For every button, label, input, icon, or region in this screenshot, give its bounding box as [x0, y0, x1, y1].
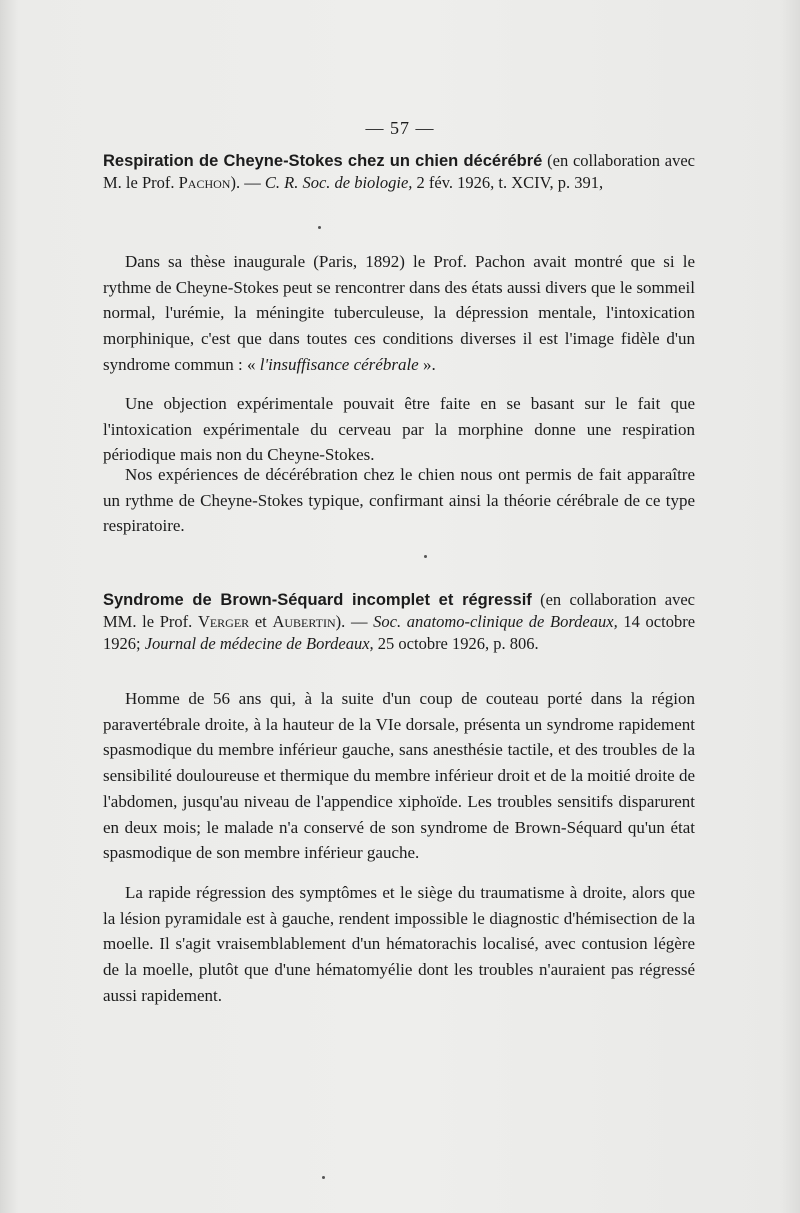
entry-1-quote-close: ».: [418, 354, 436, 374]
entry-2-and: et: [254, 612, 267, 631]
entry-2-collab-suffix: ).: [335, 612, 346, 631]
entry-1-quote-text: l'insuffisance cérébrale: [259, 354, 419, 374]
entry-2-date-2: 25 octobre 1926, p. 806.: [377, 634, 539, 653]
entry-1-collab-prefix: (en collaboration avec M. le Prof.: [103, 151, 696, 192]
entry-2-sep: —: [350, 612, 368, 631]
entry-2-source-1: Soc. anatomo-clinique de Bordeaux,: [373, 612, 618, 631]
entry-2-name-1: Verger: [197, 612, 250, 631]
entry-1-collab-suffix: ).: [230, 173, 241, 192]
entry-1-details: 2 fév. 1926, t. XCIV, p. 391,: [416, 173, 604, 192]
entry-1-paragraph-3: Nos expériences de décérébration chez le chien nous ont permis de fait apparaître un rythme de Cheyne-Stokes typique, confirmant ainsi la théorie cérébrale de ce type respiratoire.: [103, 465, 695, 536]
entry-1-sep: —: [244, 173, 261, 192]
entry-2-paragraph-2: La rapide régression des symptômes et le siège du traumatisme à droite, alors que la lésion pyramidale est à gauche, rendent impossible le diagnostic d'hémisection de la moelle. Il s'agit vraisemblablement d'un hématorachis localisé, avec contusion légère de la moelle, plutôt que d'une hématomyélie dont les troubles n'auraient pas régressé aussi rapidement.: [103, 883, 695, 1005]
speck-mark: [322, 1176, 325, 1179]
entry-1-quote-open: «: [247, 354, 260, 374]
entry-2-collab-prefix: (en collaboration avec MM. le Prof.: [103, 590, 696, 631]
speck-mark: [424, 555, 427, 558]
entry-2-source-2: Journal de médecine de Bordeaux,: [144, 634, 374, 653]
entry-2-date-1: 14 octobre 1926;: [103, 612, 696, 653]
entry-1-paragraph-1-text: Dans sa thèse inaugurale (Paris, 1892) le Prof. Pachon avait montré que si le rythme de Cheyne-Stokes peut se rencontrer dans des états aussi divers que le sommeil normal, l'urémie, la méningite tuberculeuse, la dépression mentale, l'intoxication morphinique, c'est que dans toutes ces conditions diverses il est l'image fidèle d'un syndrome commun :: [103, 252, 695, 374]
speck-mark: [318, 226, 321, 229]
entry-1-paragraph-2: Une objection expérimentale pouvait être faite en se basant sur le fait que l'intoxication expérimentale du cerveau par la morphine donne une respiration périodique mais non du Cheyne-Stokes.: [103, 394, 695, 465]
entry-2-paragraph-1: Homme de 56 ans qui, à la suite d'un coup de couteau porté dans la région paravertébrale droite, à la hauteur de la VIe dorsale, présenta un syndrome rapidement spasmodique du membre inférieur gauche, sans anesthésie tactile, et des troubles de la sensibilité douloureuse et thermique du membre inférieur droit et de la moitié droite de l'abdomen, jusqu'au niveau de l'appendice xiphoïde. Les troubles sensitifs disparurent en deux mois; le malade n'a conservé de son syndrome de Brown-Séquard qu'un état spasmodique de son membre inférieur gauche.: [103, 689, 695, 863]
entry-2-title: Syndrome de Brown-Séquard incomplet et régressif: [103, 591, 532, 609]
entry-2-heading: [103, 589, 695, 655]
entry-1-paragraph-1: [103, 249, 695, 378]
entry-1-source: C. R. Soc. de biologie,: [264, 173, 413, 192]
entry-1-heading: [103, 150, 695, 194]
entry-2-name-2: Aubertin: [272, 612, 336, 631]
entry-1-collab-name: Pachon: [178, 173, 231, 192]
page-number: — 57 —: [365, 118, 435, 138]
entry-1-title: Respiration de Cheyne-Stokes chez un chien décérébré: [103, 152, 543, 170]
